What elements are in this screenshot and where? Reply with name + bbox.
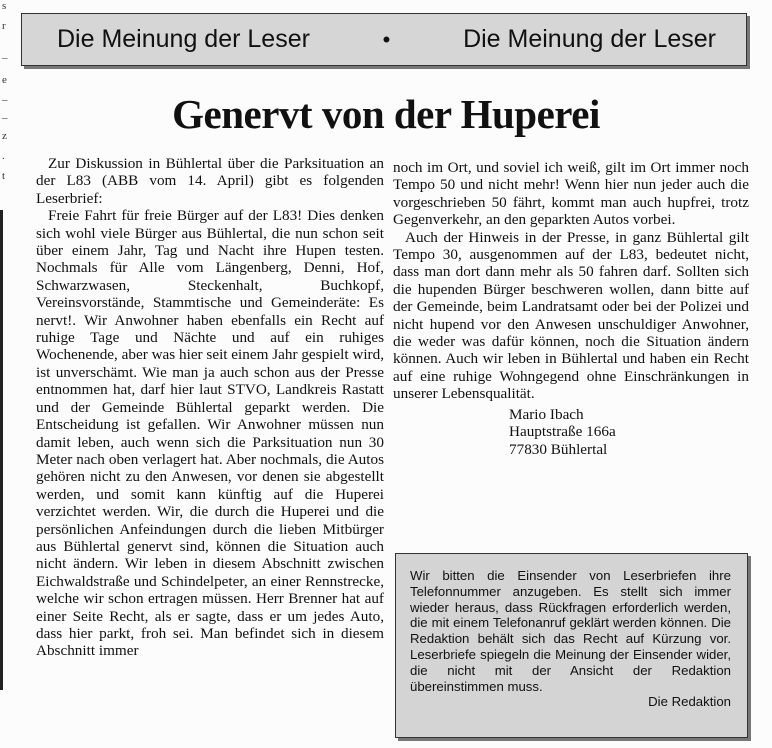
notice-signoff: Die Redaktion <box>648 694 731 710</box>
editorial-notice-box <box>395 553 748 738</box>
margin-char: – <box>2 52 8 64</box>
article-column-left <box>36 155 384 660</box>
article-column-right <box>393 159 749 458</box>
section-banner <box>21 13 747 66</box>
margin-char: . <box>2 150 5 162</box>
margin-char: – <box>2 112 8 124</box>
letter-paragraph: Freie Fahrt für freie Bürger auf der L83! Dies denken sich wohl viele Bürger aus Bühlertal, die nun schon seit über einem Jahr, Tag und Nacht ihre Hupen testen. Nochmals für Alle vom Längenberg, Denni, Hof, Schwarzwasen, Steckenhalt, Buchkopf, Vereinsvorstände, Stammtische und Gemeinderäte: Es nervt!. Wir Anwohner haben ebenfalls ein Recht auf ruhige Tage und Nächte und auf ein ruhiges Wochenende, aber was hier seit einem Jahr gespielt wird, ist unverschämt. Wie man ja auch schon aus der Presse entnommen hat, darf hier laut STVO, Landkreis Rastatt und der Gemeinde Bühlertal geparkt werden. Die Entscheidung ist gefallen. Wir Anwohner müssen nun damit leben, auch wenn sich die Parksituation nun 30 Meter nach oben verlagert hat. Aber nochmals, die Autos gehören nicht zu den Anwesen, vor denen sie abgestellt werden, und somit kann künftig auf die Huperei verzichtet werden. Wir, die durch die Huperei und die persönlichen Anfeindungen durch die lieben Mitbürger aus Bühlertal genervt sind, können die Situation auch nicht ändern. Wir leben in diesem Abschnitt zwischen Eichwaldstraße und Schindelpeter, an einer Rennstrecke, welche wir schon ertragen müssen. Herr Brenner hat auf einer Seite Recht, als er sagte, dass er um jedes Auto, dass hier parkt, froh sei. Man befindet sich in diesem Abschnitt immer <box>36 207 384 660</box>
letter-paragraph-continued: noch im Ort, und soviel ich weiß, gilt im Ort immer noch Tempo 50 und nicht mehr! Wenn hier nun jeder auch die vorgeschrieben 50 fährt, kommt man auch hupfrei, trotz Gegenverkehr, an den geparkten Autos vorbei. <box>393 159 749 229</box>
author-street: Hauptstraße 166a <box>509 423 616 441</box>
notice-text: Wir bitten die Einsender von Leserbriefen ihre Telefonnummer anzugeben. Es stellt sich immer wieder heraus, dass Rückfragen erforderlich werden, die mit einem Telefonanruf geklärt werden können. Die Redaktion behält sich das Recht auf Kürzung vor. Leserbriefe spiegeln die Meinung der Einsender wider, die nicht mit der Ansicht der Redaktion übereinstimmen muss. <box>410 568 731 694</box>
author-signature <box>509 406 749 458</box>
margin-char: z <box>2 130 7 142</box>
letter-paragraph: Auch der Hinweis in der Presse, in ganz Bühlertal gilt Tempo 30, ausgenommen auf der L83, bedeutet nicht, dass man dort dann mehr als 50 fahren darf. Sollten sich die hupenden Bürger beschweren wollen, dann bitte auf der Gemeinde, beim Landratsamt oder bei der Polizei und nicht hupend vor den Anwesen unschuldiger Anwohner, die weder was dafür können, noch die Situation ändern können. Auch wir leben in Bühlertal und haben ein Recht auf eine ruhige Wohngegend ohne Einschränkungen in unserer Lebensqualität. <box>393 228 749 403</box>
article-intro: Zur Diskussion in Bühlertal über die Parksituation an der L83 (ABB vom 14. April) gibt es folgenden Leserbrief: <box>36 155 384 207</box>
banner-title-left: Die Meinung der Leser <box>57 25 310 53</box>
article-headline: Genervt von der Huperei <box>172 91 600 137</box>
margin-char: r <box>2 20 6 32</box>
author-city: 77830 Bühlertal <box>509 440 608 458</box>
bullet-icon: • <box>382 26 391 52</box>
margin-char: e <box>2 74 7 86</box>
banner-title-right: Die Meinung der Leser <box>463 25 716 53</box>
margin-char: t <box>2 170 6 182</box>
margin-rule <box>0 210 3 690</box>
author-name: Mario Ibach <box>509 405 584 423</box>
margin-char: – <box>2 94 8 106</box>
margin-char: s <box>2 0 7 12</box>
